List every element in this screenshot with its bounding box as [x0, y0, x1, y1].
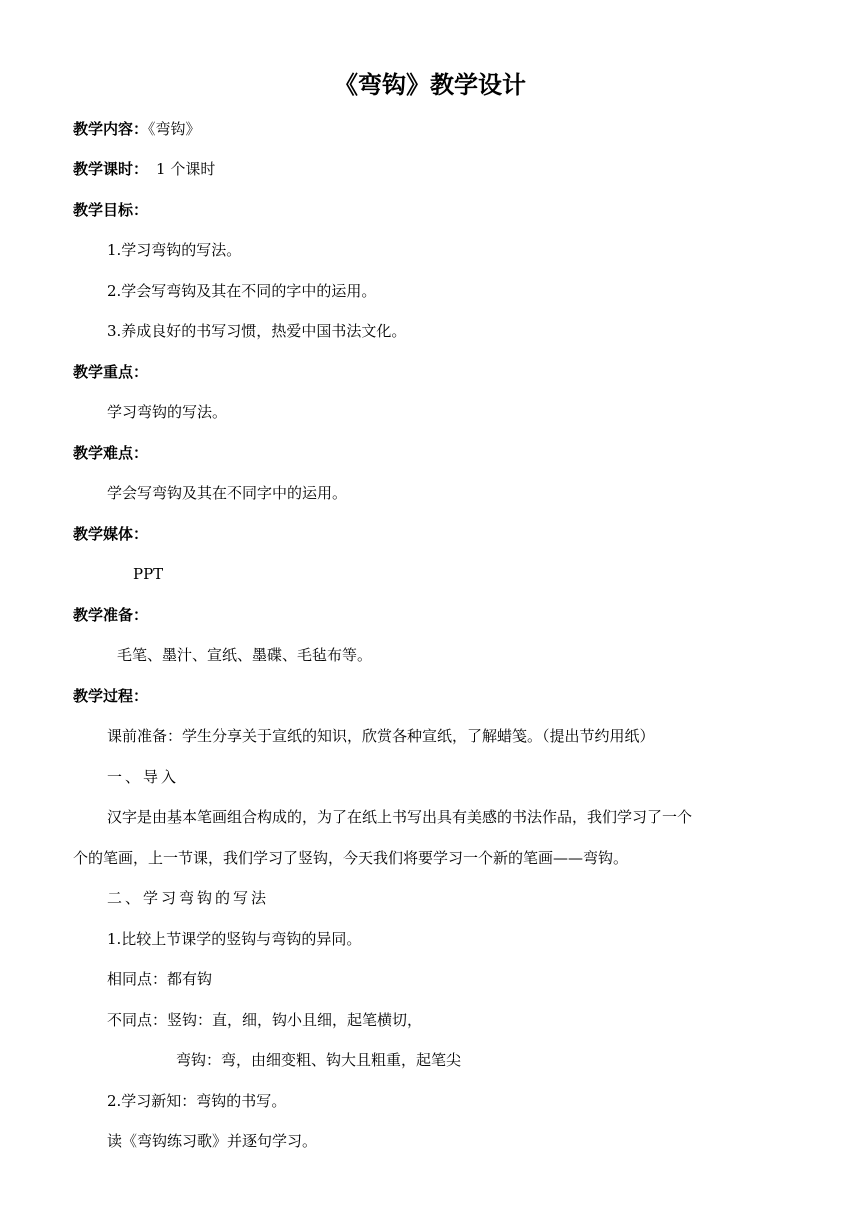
process-label: 教学过程：	[73, 687, 149, 705]
period-value: 1 个课时	[156, 160, 216, 178]
goals-label: 教学目标：	[73, 201, 149, 219]
pre-class-text: 课前准备：学生分享关于宣纸的知识，欣赏各种宣纸，了解蜡笺。（提出节约用纸）	[107, 727, 655, 745]
new-knowledge-text: 2.学习新知：弯钩的书写。	[107, 1092, 287, 1110]
goal-item-2: 2.学会写弯钩及其在不同的字中的运用。	[107, 282, 377, 300]
section-learning-heading: 二、学习弯钩的写法	[107, 889, 270, 907]
difficulty-label: 教学难点：	[73, 444, 149, 462]
diff-point-line-2: 弯钩：弯，由细变粗、钩大且粗重，起笔尖	[176, 1051, 462, 1069]
content-label: 教学内容：	[73, 120, 149, 138]
document-title: 《弯钩》教学设计	[334, 71, 526, 99]
content-value: 《弯钩》	[148, 120, 201, 138]
preparation-text: 毛笔、墨汁、宣纸、墨碟、毛毡布等。	[117, 646, 373, 664]
song-text: 读《弯钩练习歌》并逐句学习。	[107, 1132, 318, 1150]
goal-item-1: 1.学习弯钩的写法。	[107, 241, 242, 259]
same-point-text: 相同点：都有钩	[107, 970, 213, 988]
intro-paragraph-line-1: 汉字是由基本笔画组合构成的，为了在纸上书写出具有美感的书法作品，我们学习了一个	[107, 808, 693, 826]
period-row	[73, 158, 215, 180]
section-intro-heading: 一、导入	[107, 768, 180, 786]
intro-paragraph-line-2: 个的笔画，上一节课，我们学习了竖钩，今天我们将要学习一个新的笔画——弯钩。	[73, 849, 629, 867]
difficulty-text: 学会写弯钩及其在不同字中的运用。	[107, 484, 348, 502]
preparation-label: 教学准备：	[73, 606, 149, 624]
key-point-label: 教学重点：	[73, 363, 149, 381]
media-label: 教学媒体：	[73, 525, 149, 543]
period-label: 教学课时：	[73, 160, 149, 178]
diff-point-line-1: 不同点：竖钩：直，细，钩小且细，起笔横切，	[107, 1011, 423, 1029]
key-point-text: 学习弯钩的写法。	[107, 403, 228, 421]
content-row	[73, 118, 201, 140]
media-text: PPT	[133, 565, 164, 583]
compare-text: 1.比较上节课学的竖钩与弯钩的异同。	[107, 930, 362, 948]
goal-item-3: 3.养成良好的书写习惯，热爱中国书法文化。	[107, 322, 407, 340]
